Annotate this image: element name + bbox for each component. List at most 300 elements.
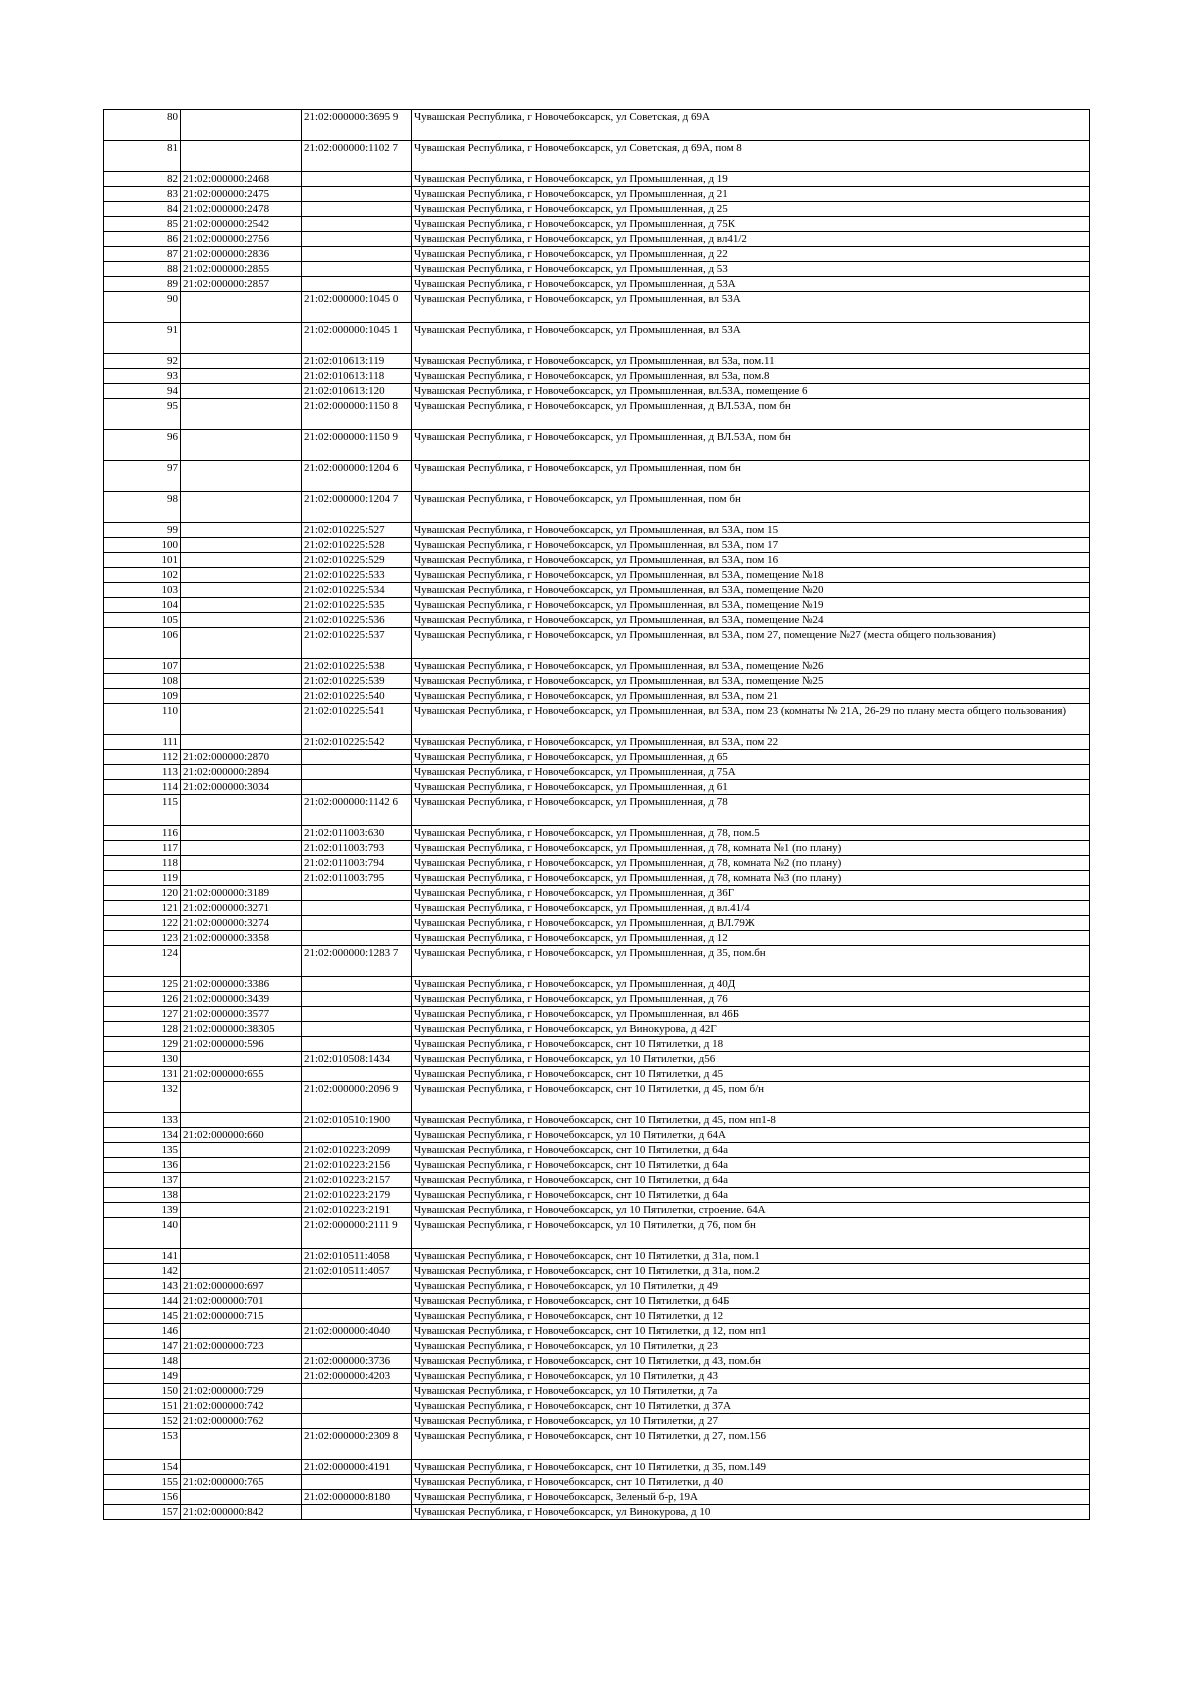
- row-number-cell: 80: [104, 110, 181, 141]
- land-cadastral-number-cell: [181, 1324, 302, 1339]
- table-row: [104, 262, 1090, 277]
- land-cadastral-number-cell: 21:02:000000:765: [181, 1475, 302, 1490]
- table-row: [104, 795, 1090, 826]
- address-cell: Чувашская Республика, г Новочебоксарск, снт 10 Пятилетки, д 43, пом.бн: [412, 1354, 1090, 1369]
- row-number-cell: 131: [104, 1067, 181, 1082]
- land-cadastral-number-cell: [181, 1188, 302, 1203]
- address-cell: Чувашская Республика, г Новочебоксарск, ул Промышленная, вл 53а, пом.8: [412, 369, 1090, 384]
- building-cadastral-number-cell: 21:02:011003:793: [302, 841, 412, 856]
- row-number-cell: 150: [104, 1384, 181, 1399]
- table-row: [104, 523, 1090, 538]
- address-cell: Чувашская Республика, г Новочебоксарск, ул Промышленная, вл 53А, помещение №25: [412, 674, 1090, 689]
- address-cell: Чувашская Республика, г Новочебоксарск, снт 10 Пятилетки, д 37А: [412, 1399, 1090, 1414]
- row-number-cell: 100: [104, 538, 181, 553]
- address-cell: Чувашская Республика, г Новочебоксарск, снт 10 Пятилетки, д 40: [412, 1475, 1090, 1490]
- address-cell: Чувашская Республика, г Новочебоксарск, ул Промышленная, вл 53А, помещение №24: [412, 613, 1090, 628]
- address-cell: Чувашская Республика, г Новочебоксарск, ул Промышленная, д ВЛ.53А, пом бн: [412, 430, 1090, 461]
- table-row: [104, 247, 1090, 262]
- building-cadastral-number-cell: 21:02:010508:1434: [302, 1052, 412, 1067]
- row-number-cell: 96: [104, 430, 181, 461]
- table-row: [104, 1158, 1090, 1173]
- building-cadastral-number-cell: [302, 765, 412, 780]
- land-cadastral-number-cell: [181, 1113, 302, 1128]
- building-cadastral-number-cell: 21:02:011003:795: [302, 871, 412, 886]
- address-cell: Чувашская Республика, г Новочебоксарск, снт 10 Пятилетки, д 64Б: [412, 1294, 1090, 1309]
- table-row: [104, 1339, 1090, 1354]
- table-row: [104, 1022, 1090, 1037]
- table-row: [104, 931, 1090, 946]
- building-cadastral-number-cell: 21:02:000000:4191: [302, 1460, 412, 1475]
- table-row: [104, 780, 1090, 795]
- table-row: [104, 704, 1090, 735]
- registry-table-body: [104, 110, 1090, 1520]
- row-number-cell: 94: [104, 384, 181, 399]
- table-row: [104, 232, 1090, 247]
- building-cadastral-number-cell: 21:02:010225:539: [302, 674, 412, 689]
- building-cadastral-number-cell: 21:02:010225:541: [302, 704, 412, 735]
- land-cadastral-number-cell: [181, 141, 302, 172]
- land-cadastral-number-cell: [181, 659, 302, 674]
- land-cadastral-number-cell: [181, 856, 302, 871]
- address-cell: Чувашская Республика, г Новочебоксарск, ул Промышленная, вл 53А: [412, 323, 1090, 354]
- table-row: [104, 765, 1090, 780]
- table-row: [104, 1429, 1090, 1460]
- table-row: [104, 292, 1090, 323]
- land-cadastral-number-cell: [181, 689, 302, 704]
- table-row: [104, 871, 1090, 886]
- building-cadastral-number-cell: [302, 931, 412, 946]
- building-cadastral-number-cell: 21:02:010225:535: [302, 598, 412, 613]
- row-number-cell: 95: [104, 399, 181, 430]
- land-cadastral-number-cell: [181, 399, 302, 430]
- row-number-cell: 93: [104, 369, 181, 384]
- row-number-cell: 118: [104, 856, 181, 871]
- address-cell: Чувашская Республика, г Новочебоксарск, снт 10 Пятилетки, д 64а: [412, 1188, 1090, 1203]
- address-cell: Чувашская Республика, г Новочебоксарск, ул 10 Пятилетки, д 27: [412, 1414, 1090, 1429]
- row-number-cell: 92: [104, 354, 181, 369]
- address-cell: Чувашская Республика, г Новочебоксарск, ул Промышленная, вл 53А: [412, 292, 1090, 323]
- row-number-cell: 110: [104, 704, 181, 735]
- address-cell: Чувашская Республика, г Новочебоксарск, ул Промышленная, д 40Д: [412, 977, 1090, 992]
- building-cadastral-number-cell: 21:02:010511:4058: [302, 1249, 412, 1264]
- land-cadastral-number-cell: 21:02:000000:762: [181, 1414, 302, 1429]
- building-cadastral-number-cell: [302, 916, 412, 931]
- building-cadastral-number-cell: [302, 750, 412, 765]
- land-cadastral-number-cell: [181, 523, 302, 538]
- table-row: [104, 659, 1090, 674]
- address-cell: Чувашская Республика, г Новочебоксарск, ул 10 Пятилетки, строение. 64А: [412, 1203, 1090, 1218]
- address-cell: Чувашская Республика, г Новочебоксарск, ул 10 Пятилетки, д 49: [412, 1279, 1090, 1294]
- table-row: [104, 141, 1090, 172]
- row-number-cell: 119: [104, 871, 181, 886]
- address-cell: Чувашская Республика, г Новочебоксарск, ул 10 Пятилетки, д 23: [412, 1339, 1090, 1354]
- row-number-cell: 109: [104, 689, 181, 704]
- row-number-cell: 107: [104, 659, 181, 674]
- building-cadastral-number-cell: 21:02:010225:536: [302, 613, 412, 628]
- land-cadastral-number-cell: 21:02:000000:2894: [181, 765, 302, 780]
- table-row: [104, 750, 1090, 765]
- land-cadastral-number-cell: [181, 1082, 302, 1113]
- address-cell: Чувашская Республика, г Новочебоксарск, снт 10 Пятилетки, д 45: [412, 1067, 1090, 1082]
- row-number-cell: 154: [104, 1460, 181, 1475]
- table-row: [104, 735, 1090, 750]
- land-cadastral-number-cell: 21:02:000000:697: [181, 1279, 302, 1294]
- building-cadastral-number-cell: 21:02:010225:529: [302, 553, 412, 568]
- address-cell: Чувашская Республика, г Новочебоксарск, снт 10 Пятилетки, д 35, пом.149: [412, 1460, 1090, 1475]
- land-cadastral-number-cell: 21:02:000000:3577: [181, 1007, 302, 1022]
- address-cell: Чувашская Республика, г Новочебоксарск, ул Промышленная, д 22: [412, 247, 1090, 262]
- row-number-cell: 102: [104, 568, 181, 583]
- building-cadastral-number-cell: [302, 1384, 412, 1399]
- building-cadastral-number-cell: 21:02:000000:1150 8: [302, 399, 412, 430]
- row-number-cell: 152: [104, 1414, 181, 1429]
- land-cadastral-number-cell: [181, 492, 302, 523]
- land-cadastral-number-cell: [181, 538, 302, 553]
- land-cadastral-number-cell: [181, 1143, 302, 1158]
- table-row: [104, 1188, 1090, 1203]
- address-cell: Чувашская Республика, г Новочебоксарск, ул Промышленная, д 61: [412, 780, 1090, 795]
- address-cell: Чувашская Республика, г Новочебоксарск, ул Промышленная, д 78, пом.5: [412, 826, 1090, 841]
- building-cadastral-number-cell: 21:02:000000:4203: [302, 1369, 412, 1384]
- row-number-cell: 145: [104, 1309, 181, 1324]
- row-number-cell: 112: [104, 750, 181, 765]
- building-cadastral-number-cell: [302, 780, 412, 795]
- address-cell: Чувашская Республика, г Новочебоксарск, ул Советская, д 69А, пом 8: [412, 141, 1090, 172]
- building-cadastral-number-cell: [302, 1279, 412, 1294]
- table-row: [104, 1384, 1090, 1399]
- row-number-cell: 86: [104, 232, 181, 247]
- land-cadastral-number-cell: 21:02:000000:723: [181, 1339, 302, 1354]
- address-cell: Чувашская Республика, г Новочебоксарск, ул Винокурова, д 42Г: [412, 1022, 1090, 1037]
- row-number-cell: 143: [104, 1279, 181, 1294]
- address-cell: Чувашская Республика, г Новочебоксарск, ул 10 Пятилетки, д 76, пом бн: [412, 1218, 1090, 1249]
- building-cadastral-number-cell: 21:02:010225:537: [302, 628, 412, 659]
- address-cell: Чувашская Республика, г Новочебоксарск, ул Советская, д 69А: [412, 110, 1090, 141]
- building-cadastral-number-cell: 21:02:011003:630: [302, 826, 412, 841]
- land-cadastral-number-cell: 21:02:000000:2756: [181, 232, 302, 247]
- building-cadastral-number-cell: 21:02:011003:794: [302, 856, 412, 871]
- table-row: [104, 1490, 1090, 1505]
- table-row: [104, 430, 1090, 461]
- building-cadastral-number-cell: 21:02:010613:120: [302, 384, 412, 399]
- row-number-cell: 127: [104, 1007, 181, 1022]
- land-cadastral-number-cell: [181, 1203, 302, 1218]
- address-cell: Чувашская Республика, г Новочебоксарск, снт 10 Пятилетки, д 12, пом нп1: [412, 1324, 1090, 1339]
- address-cell: Чувашская Республика, г Новочебоксарск, ул Промышленная, вл 53а, пом.11: [412, 354, 1090, 369]
- land-cadastral-number-cell: 21:02:000000:2475: [181, 187, 302, 202]
- land-cadastral-number-cell: [181, 1264, 302, 1279]
- row-number-cell: 105: [104, 613, 181, 628]
- row-number-cell: 138: [104, 1188, 181, 1203]
- land-cadastral-number-cell: [181, 430, 302, 461]
- land-cadastral-number-cell: [181, 292, 302, 323]
- table-row: [104, 1324, 1090, 1339]
- address-cell: Чувашская Республика, г Новочебоксарск, ул Промышленная, д 75А: [412, 765, 1090, 780]
- table-row: [104, 992, 1090, 1007]
- building-cadastral-number-cell: 21:02:000000:3695 9: [302, 110, 412, 141]
- land-cadastral-number-cell: [181, 583, 302, 598]
- land-cadastral-number-cell: [181, 674, 302, 689]
- table-row: [104, 1203, 1090, 1218]
- table-row: [104, 172, 1090, 187]
- table-row: [104, 856, 1090, 871]
- address-cell: Чувашская Республика, г Новочебоксарск, ул Промышленная, д 75К: [412, 217, 1090, 232]
- address-cell: Чувашская Республика, г Новочебоксарск, снт 10 Пятилетки, д 64а: [412, 1143, 1090, 1158]
- building-cadastral-number-cell: [302, 1309, 412, 1324]
- building-cadastral-number-cell: [302, 202, 412, 217]
- table-row: [104, 323, 1090, 354]
- address-cell: Чувашская Республика, г Новочебоксарск, ул Промышленная, вл 53А, пом 23 (комнаты № 21А, 26-29 по плану места общего пользования): [412, 704, 1090, 735]
- row-number-cell: 117: [104, 841, 181, 856]
- land-cadastral-number-cell: 21:02:000000:2542: [181, 217, 302, 232]
- address-cell: Чувашская Республика, г Новочебоксарск, ул Промышленная, вл 53А, пом 22: [412, 735, 1090, 750]
- building-cadastral-number-cell: [302, 1128, 412, 1143]
- building-cadastral-number-cell: 21:02:000000:1150 9: [302, 430, 412, 461]
- table-row: [104, 1354, 1090, 1369]
- address-cell: Чувашская Республика, г Новочебоксарск, ул Промышленная, д 78, комната №3 (по плану): [412, 871, 1090, 886]
- land-cadastral-number-cell: [181, 1052, 302, 1067]
- building-cadastral-number-cell: 21:02:010613:118: [302, 369, 412, 384]
- land-cadastral-number-cell: [181, 841, 302, 856]
- row-number-cell: 128: [104, 1022, 181, 1037]
- row-number-cell: 97: [104, 461, 181, 492]
- registry-table: [103, 109, 1090, 1520]
- building-cadastral-number-cell: 21:02:000000:8180: [302, 1490, 412, 1505]
- table-row: [104, 399, 1090, 430]
- row-number-cell: 155: [104, 1475, 181, 1490]
- building-cadastral-number-cell: [302, 1037, 412, 1052]
- building-cadastral-number-cell: [302, 1414, 412, 1429]
- address-cell: Чувашская Республика, г Новочебоксарск, ул Промышленная, вл 53А, пом 17: [412, 538, 1090, 553]
- address-cell: Чувашская Республика, г Новочебоксарск, ул Промышленная, д 78, комната №1 (по плану): [412, 841, 1090, 856]
- address-cell: Чувашская Республика, г Новочебоксарск, ул Промышленная, д 53А: [412, 277, 1090, 292]
- building-cadastral-number-cell: 21:02:000000:1045 1: [302, 323, 412, 354]
- building-cadastral-number-cell: 21:02:000000:1102 7: [302, 141, 412, 172]
- address-cell: Чувашская Республика, г Новочебоксарск, ул Промышленная, д 78, комната №2 (по плану): [412, 856, 1090, 871]
- land-cadastral-number-cell: [181, 735, 302, 750]
- row-number-cell: 134: [104, 1128, 181, 1143]
- address-cell: Чувашская Республика, г Новочебоксарск, ул Промышленная, д 78: [412, 795, 1090, 826]
- row-number-cell: 147: [104, 1339, 181, 1354]
- land-cadastral-number-cell: [181, 323, 302, 354]
- table-row: [104, 1309, 1090, 1324]
- address-cell: Чувашская Республика, г Новочебоксарск, ул Промышленная, вл 53А, помещение №19: [412, 598, 1090, 613]
- row-number-cell: 106: [104, 628, 181, 659]
- table-row: [104, 354, 1090, 369]
- address-cell: Чувашская Республика, г Новочебоксарск, ул Промышленная, вл 53А, пом 21: [412, 689, 1090, 704]
- row-number-cell: 82: [104, 172, 181, 187]
- table-row: [104, 1505, 1090, 1520]
- land-cadastral-number-cell: 21:02:000000:3386: [181, 977, 302, 992]
- address-cell: Чувашская Республика, г Новочебоксарск, снт 10 Пятилетки, д 45, пом б/н: [412, 1082, 1090, 1113]
- table-row: [104, 538, 1090, 553]
- address-cell: Чувашская Республика, г Новочебоксарск, ул Промышленная, д вл41/2: [412, 232, 1090, 247]
- row-number-cell: 101: [104, 553, 181, 568]
- table-row: [104, 202, 1090, 217]
- land-cadastral-number-cell: [181, 795, 302, 826]
- building-cadastral-number-cell: [302, 992, 412, 1007]
- row-number-cell: 90: [104, 292, 181, 323]
- row-number-cell: 148: [104, 1354, 181, 1369]
- address-cell: Чувашская Республика, г Новочебоксарск, снт 10 Пятилетки, д 64а: [412, 1158, 1090, 1173]
- land-cadastral-number-cell: 21:02:000000:3358: [181, 931, 302, 946]
- table-row: [104, 628, 1090, 659]
- row-number-cell: 91: [104, 323, 181, 354]
- building-cadastral-number-cell: 21:02:010225:542: [302, 735, 412, 750]
- row-number-cell: 137: [104, 1173, 181, 1188]
- building-cadastral-number-cell: 21:02:010225:534: [302, 583, 412, 598]
- land-cadastral-number-cell: [181, 871, 302, 886]
- address-cell: Чувашская Республика, г Новочебоксарск, ул Промышленная, пом бн: [412, 461, 1090, 492]
- land-cadastral-number-cell: [181, 354, 302, 369]
- land-cadastral-number-cell: 21:02:000000:3274: [181, 916, 302, 931]
- row-number-cell: 139: [104, 1203, 181, 1218]
- land-cadastral-number-cell: 21:02:000000:729: [181, 1384, 302, 1399]
- row-number-cell: 151: [104, 1399, 181, 1414]
- land-cadastral-number-cell: [181, 553, 302, 568]
- land-cadastral-number-cell: [181, 1249, 302, 1264]
- table-row: [104, 689, 1090, 704]
- land-cadastral-number-cell: 21:02:000000:842: [181, 1505, 302, 1520]
- row-number-cell: 116: [104, 826, 181, 841]
- building-cadastral-number-cell: 21:02:010225:538: [302, 659, 412, 674]
- address-cell: Чувашская Республика, г Новочебоксарск, ул Промышленная, д 21: [412, 187, 1090, 202]
- address-cell: Чувашская Республика, г Новочебоксарск, ул Промышленная, д 12: [412, 931, 1090, 946]
- address-cell: Чувашская Республика, г Новочебоксарск, Зеленый б-р, 19А: [412, 1490, 1090, 1505]
- land-cadastral-number-cell: 21:02:000000:3189: [181, 886, 302, 901]
- row-number-cell: 83: [104, 187, 181, 202]
- land-cadastral-number-cell: [181, 568, 302, 583]
- table-row: [104, 1414, 1090, 1429]
- building-cadastral-number-cell: [302, 187, 412, 202]
- row-number-cell: 140: [104, 1218, 181, 1249]
- address-cell: Чувашская Республика, г Новочебоксарск, ул Промышленная, вл 53А, помещение №20: [412, 583, 1090, 598]
- table-row: [104, 1460, 1090, 1475]
- address-cell: Чувашская Республика, г Новочебоксарск, ул Винокурова, д 10: [412, 1505, 1090, 1520]
- address-cell: Чувашская Республика, г Новочебоксарск, ул Промышленная, вл 53А, пом 27, помещение №27 (места общего пользования): [412, 628, 1090, 659]
- row-number-cell: 84: [104, 202, 181, 217]
- building-cadastral-number-cell: [302, 1339, 412, 1354]
- row-number-cell: 103: [104, 583, 181, 598]
- table-row: [104, 217, 1090, 232]
- address-cell: Чувашская Республика, г Новочебоксарск, ул 10 Пятилетки, д 43: [412, 1369, 1090, 1384]
- building-cadastral-number-cell: 21:02:010223:2099: [302, 1143, 412, 1158]
- address-cell: Чувашская Республика, г Новочебоксарск, ул 10 Пятилетки, д56: [412, 1052, 1090, 1067]
- row-number-cell: 87: [104, 247, 181, 262]
- land-cadastral-number-cell: [181, 946, 302, 977]
- land-cadastral-number-cell: 21:02:000000:596: [181, 1037, 302, 1052]
- table-row: [104, 1249, 1090, 1264]
- address-cell: Чувашская Республика, г Новочебоксарск, ул Промышленная, д 19: [412, 172, 1090, 187]
- row-number-cell: 104: [104, 598, 181, 613]
- address-cell: Чувашская Республика, г Новочебоксарск, ул 10 Пятилетки, д 7а: [412, 1384, 1090, 1399]
- row-number-cell: 111: [104, 735, 181, 750]
- land-cadastral-number-cell: 21:02:000000:2857: [181, 277, 302, 292]
- table-row: [104, 826, 1090, 841]
- building-cadastral-number-cell: [302, 901, 412, 916]
- building-cadastral-number-cell: [302, 217, 412, 232]
- land-cadastral-number-cell: 21:02:000000:701: [181, 1294, 302, 1309]
- row-number-cell: 125: [104, 977, 181, 992]
- address-cell: Чувашская Республика, г Новочебоксарск, ул 10 Пятилетки, д 64А: [412, 1128, 1090, 1143]
- address-cell: Чувашская Республика, г Новочебоксарск, ул Промышленная, д 35, пом.бн: [412, 946, 1090, 977]
- address-cell: Чувашская Республика, г Новочебоксарск, ул Промышленная, вл 53А, помещение №26: [412, 659, 1090, 674]
- building-cadastral-number-cell: 21:02:000000:1204 6: [302, 461, 412, 492]
- row-number-cell: 142: [104, 1264, 181, 1279]
- land-cadastral-number-cell: 21:02:000000:742: [181, 1399, 302, 1414]
- table-row: [104, 1067, 1090, 1082]
- table-row: [104, 886, 1090, 901]
- building-cadastral-number-cell: [302, 277, 412, 292]
- row-number-cell: 144: [104, 1294, 181, 1309]
- building-cadastral-number-cell: 21:02:000000:2096 9: [302, 1082, 412, 1113]
- address-cell: Чувашская Республика, г Новочебоксарск, ул Промышленная, д вл.41/4: [412, 901, 1090, 916]
- land-cadastral-number-cell: [181, 1173, 302, 1188]
- building-cadastral-number-cell: 21:02:000000:2309 8: [302, 1429, 412, 1460]
- land-cadastral-number-cell: [181, 1354, 302, 1369]
- building-cadastral-number-cell: [302, 262, 412, 277]
- row-number-cell: 120: [104, 886, 181, 901]
- table-row: [104, 1052, 1090, 1067]
- land-cadastral-number-cell: [181, 384, 302, 399]
- address-cell: Чувашская Республика, г Новочебоксарск, снт 10 Пятилетки, д 27, пом.156: [412, 1429, 1090, 1460]
- land-cadastral-number-cell: [181, 704, 302, 735]
- address-cell: Чувашская Республика, г Новочебоксарск, ул Промышленная, д 65: [412, 750, 1090, 765]
- building-cadastral-number-cell: 21:02:010225:540: [302, 689, 412, 704]
- table-row: [104, 946, 1090, 977]
- table-row: [104, 1369, 1090, 1384]
- table-row: [104, 583, 1090, 598]
- land-cadastral-number-cell: [181, 628, 302, 659]
- land-cadastral-number-cell: 21:02:000000:655: [181, 1067, 302, 1082]
- table-row: [104, 674, 1090, 689]
- table-row: [104, 1082, 1090, 1113]
- land-cadastral-number-cell: 21:02:000000:3439: [181, 992, 302, 1007]
- building-cadastral-number-cell: [302, 886, 412, 901]
- building-cadastral-number-cell: [302, 1022, 412, 1037]
- address-cell: Чувашская Республика, г Новочебоксарск, ул Промышленная, д ВЛ.53А, пом бн: [412, 399, 1090, 430]
- building-cadastral-number-cell: [302, 247, 412, 262]
- table-row: [104, 598, 1090, 613]
- row-number-cell: 126: [104, 992, 181, 1007]
- table-row: [104, 1218, 1090, 1249]
- table-row: [104, 1007, 1090, 1022]
- building-cadastral-number-cell: 21:02:010225:527: [302, 523, 412, 538]
- land-cadastral-number-cell: [181, 598, 302, 613]
- row-number-cell: 89: [104, 277, 181, 292]
- table-row: [104, 1294, 1090, 1309]
- row-number-cell: 113: [104, 765, 181, 780]
- row-number-cell: 114: [104, 780, 181, 795]
- table-row: [104, 492, 1090, 523]
- row-number-cell: 146: [104, 1324, 181, 1339]
- building-cadastral-number-cell: 21:02:010613:119: [302, 354, 412, 369]
- building-cadastral-number-cell: 21:02:010223:2157: [302, 1173, 412, 1188]
- address-cell: Чувашская Республика, г Новочебоксарск, снт 10 Пятилетки, д 12: [412, 1309, 1090, 1324]
- row-number-cell: 88: [104, 262, 181, 277]
- table-row: [104, 110, 1090, 141]
- table-row: [104, 568, 1090, 583]
- row-number-cell: 157: [104, 1505, 181, 1520]
- address-cell: Чувашская Республика, г Новочебоксарск, ул Промышленная, д 53: [412, 262, 1090, 277]
- address-cell: Чувашская Республика, г Новочебоксарск, ул Промышленная, д 36Г: [412, 886, 1090, 901]
- table-row: [104, 1475, 1090, 1490]
- building-cadastral-number-cell: 21:02:000000:1283 7: [302, 946, 412, 977]
- row-number-cell: 98: [104, 492, 181, 523]
- address-cell: Чувашская Республика, г Новочебоксарск, ул Промышленная, вл 46Б: [412, 1007, 1090, 1022]
- building-cadastral-number-cell: [302, 232, 412, 247]
- land-cadastral-number-cell: 21:02:000000:660: [181, 1128, 302, 1143]
